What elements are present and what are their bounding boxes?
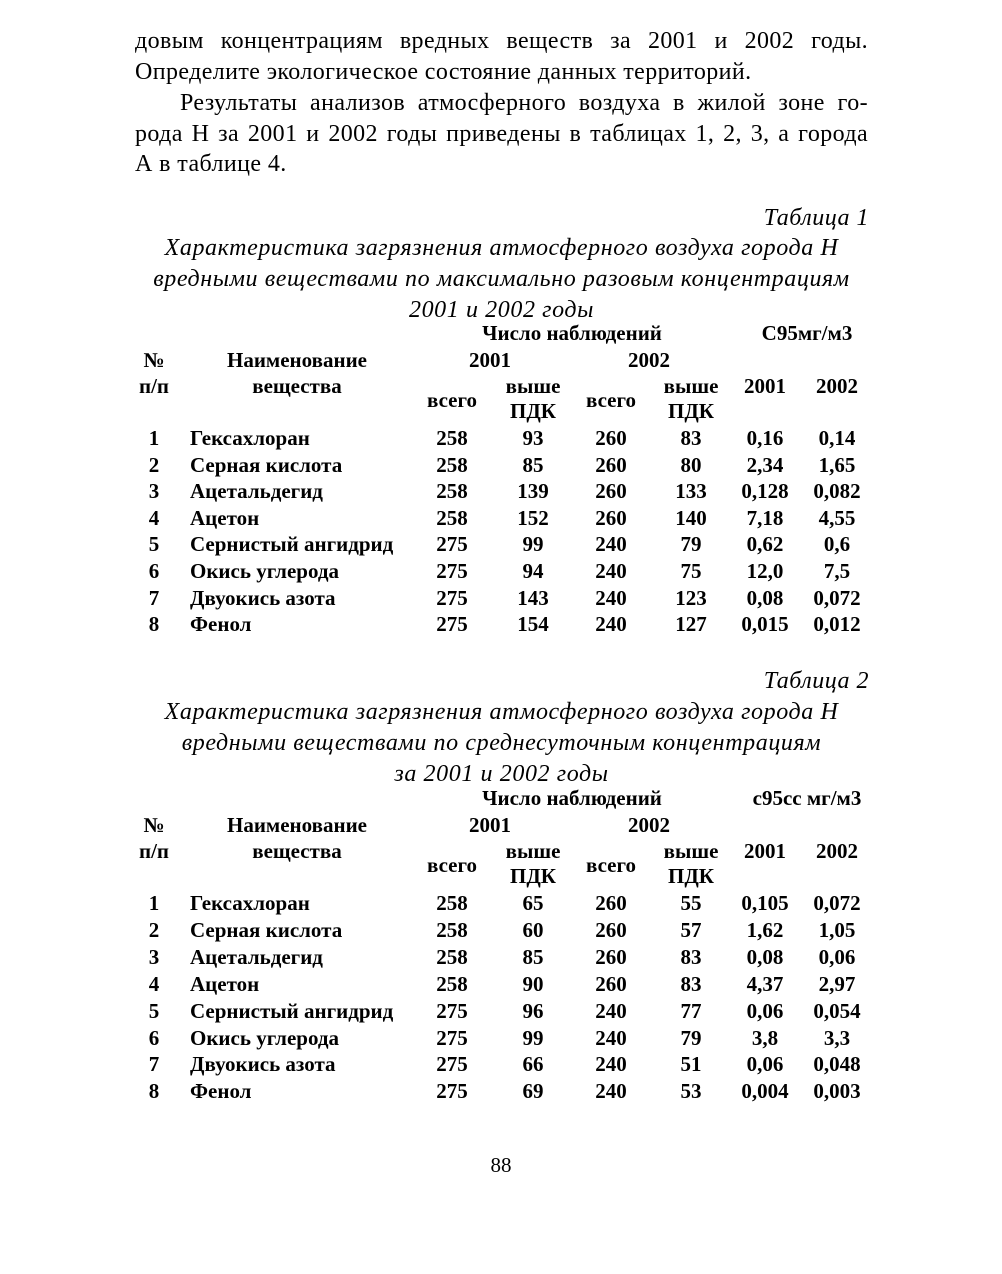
- table-cell: 0,082: [813, 479, 861, 503]
- table-cell: 240: [595, 559, 627, 583]
- intro-paragraph-2: [135, 88, 868, 180]
- table-cell: Ацетон: [190, 506, 260, 530]
- title-line: за 2001 и 2002 годы: [394, 761, 609, 787]
- title-line: 2001 и 2002 годы: [408, 297, 595, 323]
- table-cell: 4: [148, 972, 160, 996]
- table-cell: 3,8: [751, 1026, 779, 1050]
- header-conc-2001: 2001: [744, 374, 786, 398]
- header-observations: Число наблюдений: [482, 321, 662, 345]
- table-cell: 1: [148, 891, 160, 915]
- table-cell: 258: [436, 945, 468, 969]
- title-line: вредными веществами по максимально разовым концентрациям: [153, 266, 850, 292]
- header-conc-2002: 2002: [816, 839, 858, 863]
- table-cell: Двуокись азота: [190, 1052, 336, 1076]
- header-above-2001: выше: [505, 374, 561, 398]
- table-cell: 275: [436, 999, 468, 1023]
- text-line: Определите экологическое состояние данных территорий.: [135, 58, 752, 85]
- header-name-sub: вещества: [252, 839, 342, 863]
- table-cell: Фенол: [190, 612, 252, 636]
- table-cell: 240: [595, 532, 627, 556]
- table-cell: 258: [436, 426, 468, 450]
- table-cell: 99: [522, 532, 544, 556]
- table-cell: 260: [595, 918, 627, 942]
- table-cell: 53: [680, 1079, 702, 1103]
- header-year-2002: 2002: [628, 348, 670, 372]
- table-cell: 8: [148, 612, 160, 636]
- table-cell: 4,37: [746, 972, 784, 996]
- header-above-2002-sub: ПДК: [667, 399, 715, 423]
- table-cell: 85: [522, 453, 544, 477]
- table-cell: 240: [595, 1026, 627, 1050]
- text-line: Результаты анализов атмосферного воздуха в жилой зоне го-: [180, 90, 868, 116]
- table-cell: 260: [595, 891, 627, 915]
- table-cell: 258: [436, 891, 468, 915]
- header-above-2001-sub: ПДК: [509, 399, 557, 423]
- table-cell: 258: [436, 506, 468, 530]
- table-cell: 240: [595, 1052, 627, 1076]
- header-year-2001: 2001: [469, 348, 511, 372]
- table-cell: 4,55: [818, 506, 856, 530]
- table-cell: Ацетальдегид: [190, 945, 323, 969]
- table-cell: 258: [436, 479, 468, 503]
- table-cell: 275: [436, 1026, 468, 1050]
- table-cell: 3: [148, 945, 160, 969]
- table-cell: 7,18: [746, 506, 784, 530]
- table-cell: 275: [436, 612, 468, 636]
- table-cell: 69: [522, 1079, 544, 1103]
- table-cell: 0,16: [746, 426, 784, 450]
- table-cell: 260: [595, 426, 627, 450]
- table-cell: 0,015: [741, 612, 789, 636]
- table-cell: Фенол: [190, 1079, 252, 1103]
- table-cell: 0,08: [746, 945, 784, 969]
- table-cell: 275: [436, 559, 468, 583]
- table-cell: 260: [595, 972, 627, 996]
- table-cell: 0,072: [813, 586, 861, 610]
- table-cell: 0,054: [813, 999, 861, 1023]
- table-cell: 0,128: [741, 479, 789, 503]
- intro-paragraph-1: [135, 26, 868, 87]
- table-cell: 85: [522, 945, 544, 969]
- table-cell: 83: [680, 945, 702, 969]
- title-line: Характеристика загрязнения атмосферного воздуха города Н: [164, 235, 839, 261]
- table-cell: 258: [436, 972, 468, 996]
- header-number-sub: п/п: [138, 374, 170, 398]
- header-name: Наименование: [227, 813, 367, 837]
- header-year-2001: 2001: [469, 813, 511, 837]
- table-cell: 66: [522, 1052, 544, 1076]
- table-cell: 260: [595, 453, 627, 477]
- table-cell: 94: [522, 559, 544, 583]
- table-cell: 6: [148, 1026, 160, 1050]
- table-cell: 140: [675, 506, 707, 530]
- table-cell: 79: [680, 532, 702, 556]
- table-cell: 260: [595, 506, 627, 530]
- table-cell: 0,012: [813, 612, 861, 636]
- table-cell: 0,072: [813, 891, 861, 915]
- table-cell: 2,97: [818, 972, 856, 996]
- table-cell: 90: [522, 972, 544, 996]
- header-name-sub: вещества: [252, 374, 342, 398]
- table-cell: 8: [148, 1079, 160, 1103]
- header-total-2001: всего: [426, 388, 478, 412]
- table-cell: Серная кислота: [190, 453, 343, 477]
- title-line: Характеристика загрязнения атмосферного воздуха города Н: [164, 699, 839, 725]
- table-cell: 60: [522, 918, 544, 942]
- table-cell: 3: [148, 479, 160, 503]
- table-cell: 0,08: [746, 586, 784, 610]
- table-cell: 7: [148, 586, 160, 610]
- title-line: вредными веществами по среднесуточным концентрациям: [181, 730, 822, 756]
- header-total-2002: всего: [585, 853, 637, 877]
- table-cell: 12,0: [746, 559, 784, 583]
- header-above-2002-sub: ПДК: [667, 864, 715, 888]
- table-cell: 2,34: [746, 453, 784, 477]
- table-cell: Сернистый ангидрид: [190, 999, 394, 1023]
- table-cell: 275: [436, 532, 468, 556]
- table-cell: 240: [595, 612, 627, 636]
- table-cell: 240: [595, 1079, 627, 1103]
- text-line: А в таблице 4.: [135, 151, 287, 177]
- table-cell: 0,06: [746, 1052, 784, 1076]
- table-cell: 0,048: [813, 1052, 861, 1076]
- table-cell: 275: [436, 1079, 468, 1103]
- table-cell: 4: [148, 506, 160, 530]
- table-cell: 0,004: [741, 1079, 789, 1103]
- header-conc-2001: 2001: [744, 839, 786, 863]
- table-1-title: [135, 233, 868, 326]
- table-cell: Сернистый ангидрид: [190, 532, 394, 556]
- table-cell: Серная кислота: [190, 918, 343, 942]
- table-cell: 99: [522, 1026, 544, 1050]
- table-cell: 152: [517, 506, 549, 530]
- table-2-label: Таблица 2: [763, 668, 869, 694]
- header-concentration: с95сс мг/м3: [752, 786, 862, 810]
- table-cell: 139: [517, 479, 549, 503]
- header-year-2002: 2002: [628, 813, 670, 837]
- table-cell: 5: [148, 999, 160, 1023]
- table-cell: 7: [148, 1052, 160, 1076]
- text-line: довым концентрациям вредных веществ за 2001 и 2002 годы.: [135, 28, 868, 54]
- table-cell: 0,105: [741, 891, 789, 915]
- table-cell: 123: [675, 586, 707, 610]
- table-cell: 83: [680, 972, 702, 996]
- table-cell: 0,06: [818, 945, 856, 969]
- header-name: Наименование: [227, 348, 367, 372]
- header-concentration: С95мг/м3: [761, 321, 853, 345]
- table-cell: 258: [436, 453, 468, 477]
- table-cell: 51: [680, 1052, 702, 1076]
- header-above-2002: выше: [663, 374, 719, 398]
- table-cell: 1,62: [746, 918, 784, 942]
- table-cell: 240: [595, 586, 627, 610]
- table-cell: 275: [436, 1052, 468, 1076]
- table-cell: 83: [680, 426, 702, 450]
- header-total-2001: всего: [426, 853, 478, 877]
- table-cell: 5: [148, 532, 160, 556]
- table-2-title: [135, 697, 868, 790]
- table-cell: 260: [595, 479, 627, 503]
- header-number-sub: п/п: [138, 839, 170, 863]
- header-above-2001-sub: ПДК: [509, 864, 557, 888]
- table-cell: 1: [148, 426, 160, 450]
- table-cell: 96: [522, 999, 544, 1023]
- table-cell: 154: [517, 612, 549, 636]
- table-cell: 6: [148, 559, 160, 583]
- header-above-2002: выше: [663, 839, 719, 863]
- table-cell: 0,6: [823, 532, 851, 556]
- table-cell: 275: [436, 586, 468, 610]
- table-cell: 57: [680, 918, 702, 942]
- page-number: 88: [490, 1153, 512, 1177]
- header-number: №: [143, 348, 165, 372]
- table-cell: 80: [680, 453, 702, 477]
- header-number: №: [143, 813, 165, 837]
- table-cell: 0,14: [818, 426, 856, 450]
- table-cell: Гексахлоран: [190, 891, 310, 915]
- table-cell: Двуокись азота: [190, 586, 336, 610]
- table-cell: 1,65: [818, 453, 856, 477]
- table-cell: Гексахлоран: [190, 426, 310, 450]
- table-cell: 127: [675, 612, 707, 636]
- header-total-2002: всего: [585, 388, 637, 412]
- table-cell: 7,5: [823, 559, 851, 583]
- text-line: рода Н за 2001 и 2002 годы приведены в таблицах 1, 2, 3, а города: [135, 120, 868, 147]
- table-cell: 133: [675, 479, 707, 503]
- header-above-2001: выше: [505, 839, 561, 863]
- table-1-label: Таблица 1: [763, 205, 869, 231]
- table-cell: 2: [148, 918, 160, 942]
- header-conc-2002: 2002: [816, 374, 858, 398]
- table-cell: 65: [522, 891, 544, 915]
- table-cell: 258: [436, 918, 468, 942]
- table-cell: 77: [680, 999, 702, 1023]
- table-cell: Ацетон: [190, 972, 260, 996]
- table-cell: Окись углерода: [190, 559, 339, 583]
- table-cell: 260: [595, 945, 627, 969]
- table-cell: Окись углерода: [190, 1026, 339, 1050]
- table-cell: 3,3: [823, 1026, 851, 1050]
- table-cell: 240: [595, 999, 627, 1023]
- table-cell: 79: [680, 1026, 702, 1050]
- table-cell: 93: [522, 426, 544, 450]
- table-cell: 0,62: [746, 532, 784, 556]
- table-cell: 0,003: [813, 1079, 861, 1103]
- table-cell: 0,06: [746, 999, 784, 1023]
- table-cell: 2: [148, 453, 160, 477]
- table-cell: 75: [680, 559, 702, 583]
- header-observations: Число наблюдений: [482, 786, 662, 810]
- table-cell: 143: [517, 586, 549, 610]
- table-cell: 1,05: [818, 918, 856, 942]
- table-cell: Ацетальдегид: [190, 479, 323, 503]
- table-cell: 55: [680, 891, 702, 915]
